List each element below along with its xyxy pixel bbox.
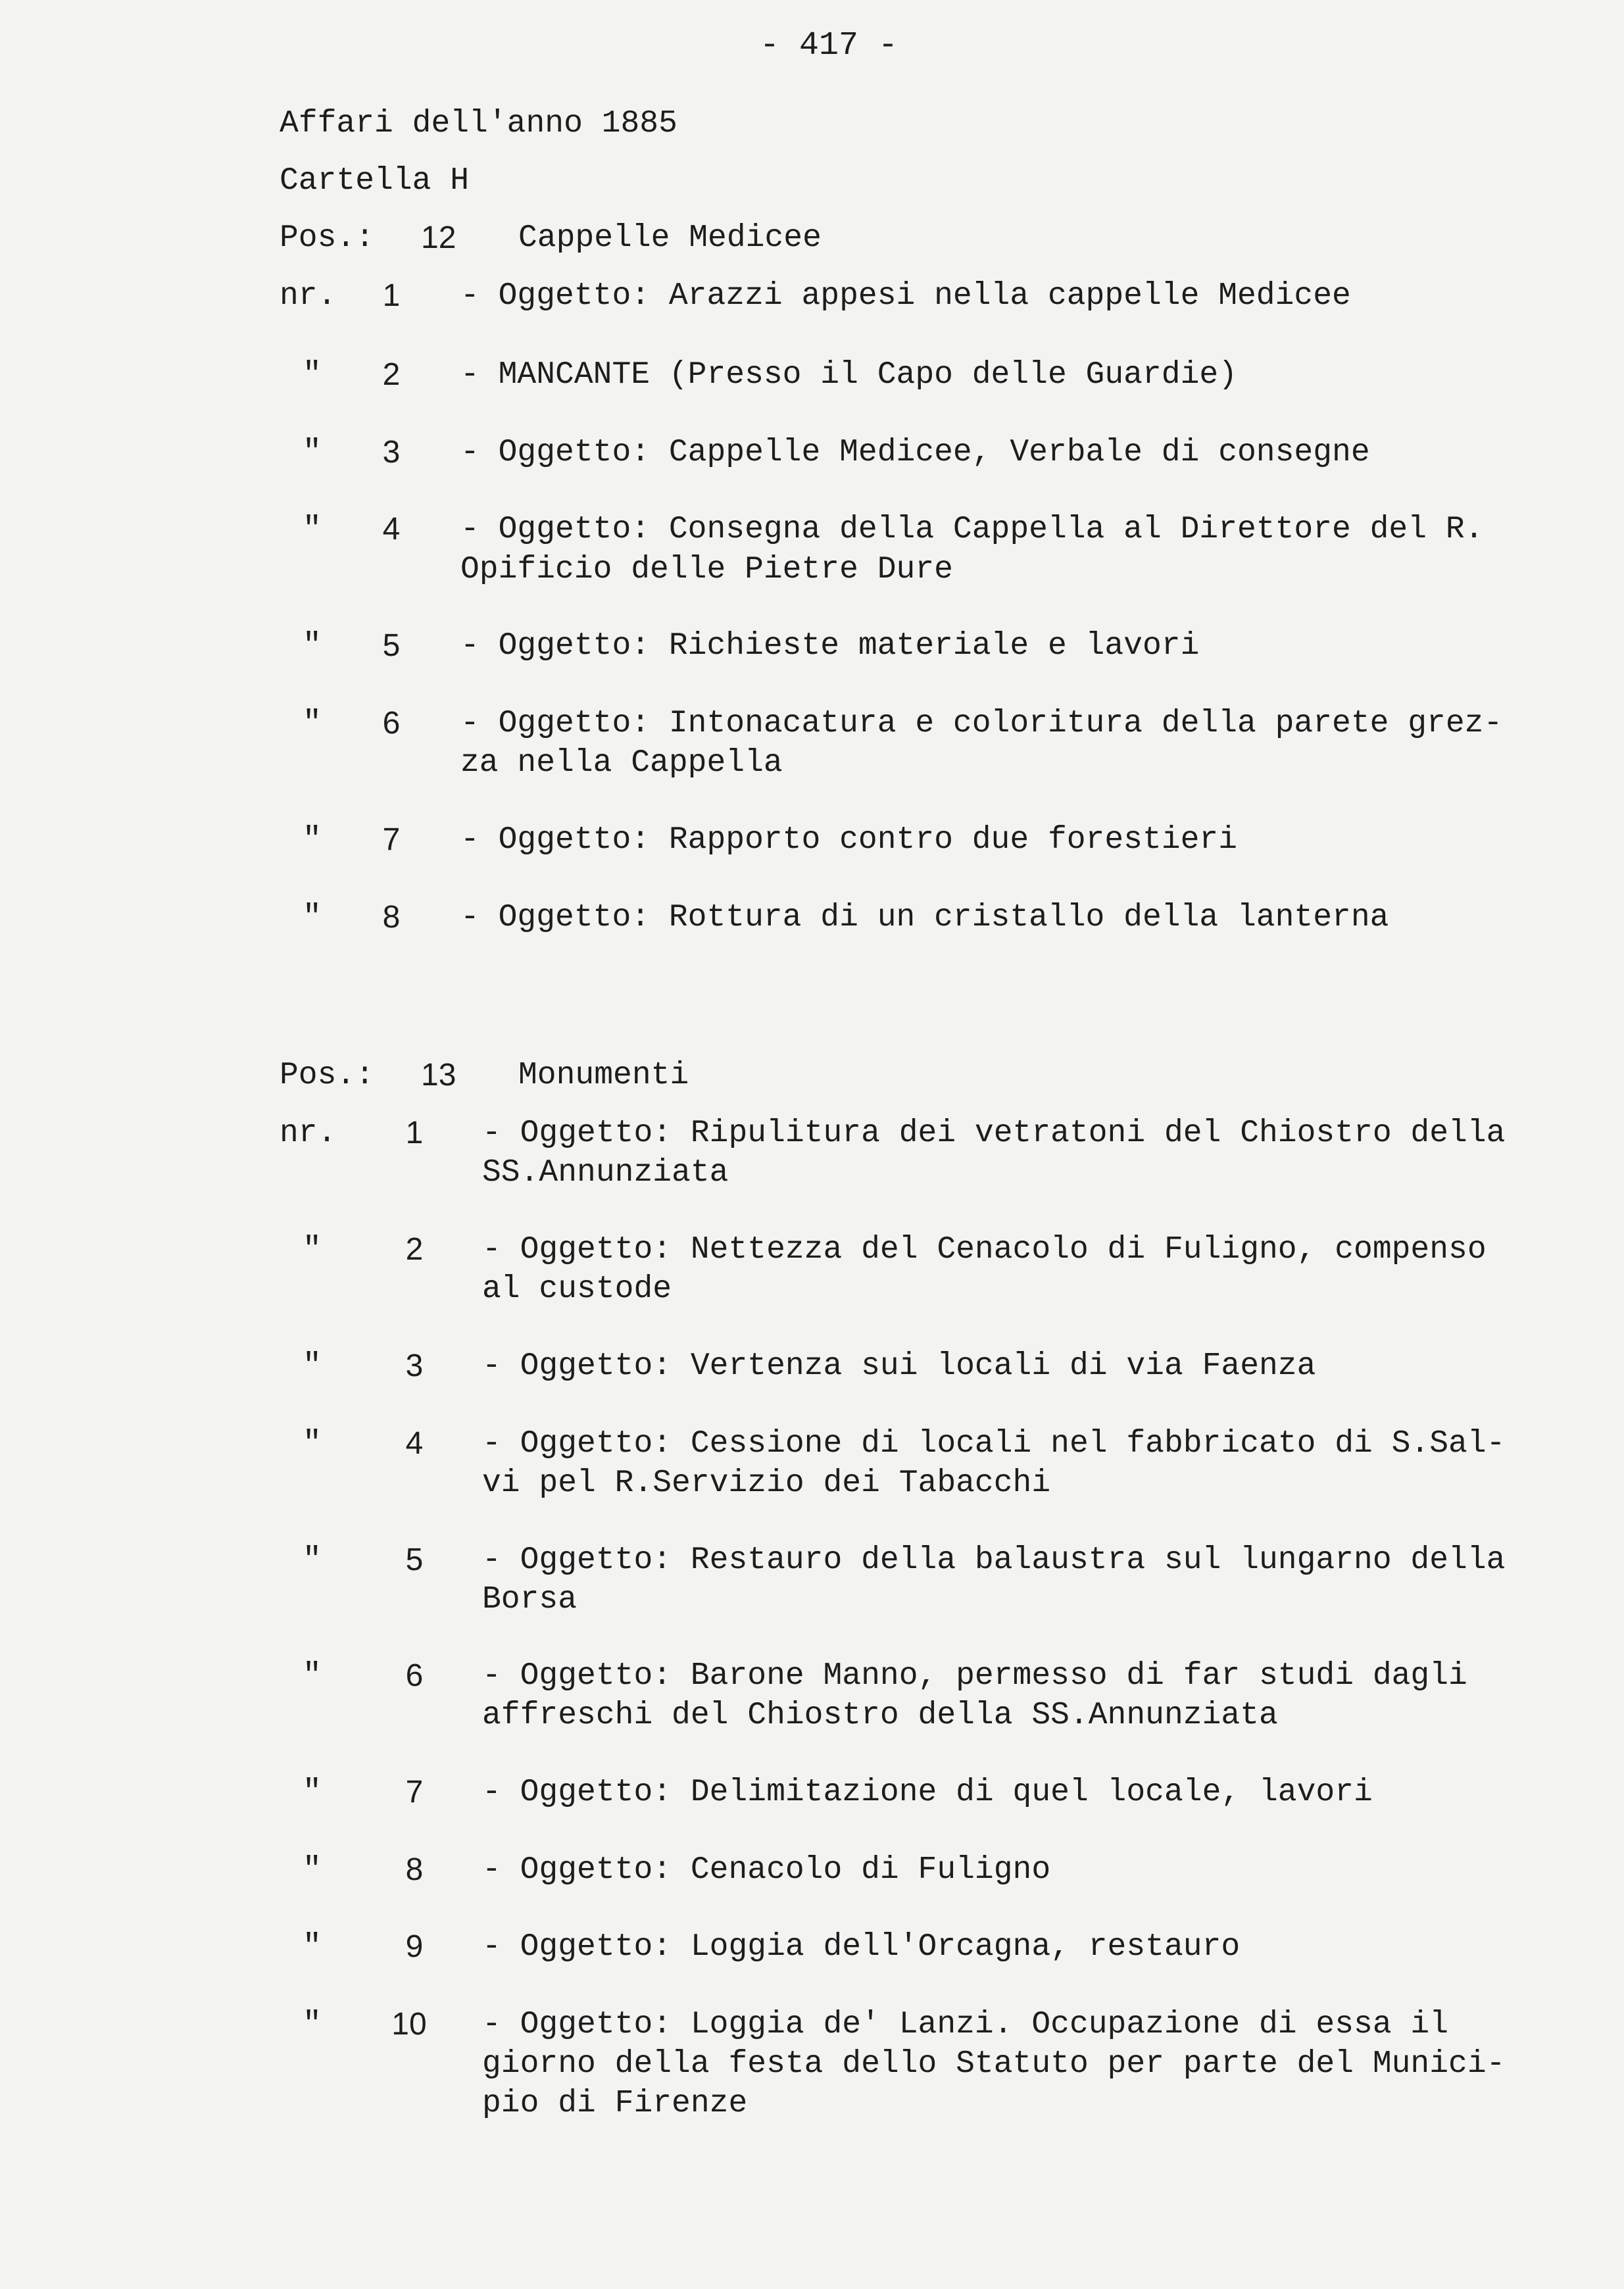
item-text: - MANCANTE (Presso il Capo delle Guardie) bbox=[460, 357, 1237, 393]
item-text-continued: Opificio delle Pietre Dure bbox=[460, 552, 953, 587]
item-text: - Oggetto: Cenacolo di Fuligno bbox=[482, 1852, 1051, 1888]
item-text-continued: affreschi del Chiostro della SS.Annunziata bbox=[482, 1698, 1278, 1733]
item-text: - Oggetto: Vertenza sui locali di via Faenza bbox=[482, 1348, 1316, 1384]
item-text: - Oggetto: Consegna della Cappella al Direttore del R. bbox=[460, 512, 1484, 547]
item-number: 2 bbox=[382, 357, 401, 392]
item-number: 6 bbox=[405, 1658, 424, 1693]
item-text: - Oggetto: Intonacatura e coloritura della parete grez- bbox=[460, 706, 1503, 741]
item-text: - Oggetto: Delimitazione di quel locale, lavori bbox=[482, 1775, 1373, 1810]
item-text-continued: al custode bbox=[482, 1271, 672, 1307]
item-marker: " bbox=[303, 628, 322, 664]
item-number: 4 bbox=[382, 512, 401, 547]
pos-title: Monumenti bbox=[518, 1058, 689, 1093]
item-marker: " bbox=[303, 900, 322, 935]
item-marker: " bbox=[303, 822, 322, 858]
item-marker: " bbox=[303, 1232, 322, 1268]
pos-number: 12 bbox=[421, 220, 456, 255]
item-marker: " bbox=[303, 512, 322, 547]
item-marker: " bbox=[303, 706, 322, 741]
item-text: - Oggetto: Barone Manno, permesso di far studi dagli bbox=[482, 1658, 1467, 1694]
item-text: - Oggetto: Loggia de' Lanzi. Occupazione di essa il bbox=[482, 2007, 1449, 2042]
item-marker: nr. bbox=[280, 1116, 337, 1151]
item-number: 10 bbox=[391, 2007, 427, 2042]
item-number: 2 bbox=[405, 1232, 424, 1267]
item-text: - Oggetto: Richieste materiale e lavori bbox=[460, 628, 1200, 664]
item-marker: " bbox=[303, 1542, 322, 1578]
year-heading: Affari dell'anno 1885 bbox=[280, 106, 677, 141]
item-text: - Oggetto: Restauro della balaustra sul lungarno della bbox=[482, 1542, 1506, 1578]
item-text: - Oggetto: Cessione di locali nel fabbricato di S.Sal- bbox=[482, 1426, 1506, 1462]
item-number: 1 bbox=[405, 1116, 424, 1150]
item-marker: " bbox=[303, 1426, 322, 1462]
item-text-continued: giorno della festa dello Statuto per parte del Munici- bbox=[482, 2046, 1506, 2082]
folder-heading: Cartella H bbox=[280, 163, 470, 199]
item-number: 9 bbox=[405, 1929, 424, 1964]
item-number: 1 bbox=[382, 278, 401, 313]
item-number: 8 bbox=[405, 1852, 424, 1887]
item-marker: " bbox=[303, 1929, 322, 1965]
pos-label: Pos.: bbox=[280, 220, 375, 256]
item-number: 4 bbox=[405, 1426, 424, 1461]
item-text-continued: pio di Firenze bbox=[482, 2086, 748, 2121]
item-text-continued: za nella Cappella bbox=[460, 745, 783, 781]
item-number: 3 bbox=[405, 1348, 424, 1383]
item-text: - Oggetto: Arazzi appesi nella cappelle Medicee bbox=[460, 278, 1351, 314]
item-text: - Oggetto: Nettezza del Cenacolo di Fuligno, compenso bbox=[482, 1232, 1487, 1268]
item-number: 3 bbox=[382, 435, 401, 470]
page-number: - 417 - bbox=[760, 27, 898, 64]
item-text-continued: SS.Annunziata bbox=[482, 1155, 729, 1191]
item-marker: " bbox=[303, 2007, 322, 2042]
item-marker: " bbox=[303, 1852, 322, 1888]
item-marker: nr. bbox=[280, 278, 337, 314]
item-text: - Oggetto: Rottura di un cristallo della lanterna bbox=[460, 900, 1389, 935]
item-text-continued: vi pel R.Servizio dei Tabacchi bbox=[482, 1465, 1051, 1501]
item-text: - Oggetto: Ripulitura dei vetratoni del Chiostro della bbox=[482, 1116, 1506, 1151]
item-marker: " bbox=[303, 435, 322, 470]
item-text: - Oggetto: Rapporto contro due forestieri bbox=[460, 822, 1237, 858]
item-number: 5 bbox=[405, 1542, 424, 1577]
item-number: 5 bbox=[382, 628, 401, 663]
item-number: 8 bbox=[382, 900, 401, 935]
item-number: 7 bbox=[382, 822, 401, 857]
item-marker: " bbox=[303, 1348, 322, 1384]
item-marker: " bbox=[303, 357, 322, 393]
item-marker: " bbox=[303, 1775, 322, 1810]
pos-number: 13 bbox=[421, 1058, 456, 1093]
item-marker: " bbox=[303, 1658, 322, 1694]
item-number: 6 bbox=[382, 706, 401, 741]
item-text: - Oggetto: Loggia dell'Orcagna, restauro bbox=[482, 1929, 1241, 1965]
item-number: 7 bbox=[405, 1775, 424, 1809]
pos-title: Cappelle Medicee bbox=[518, 220, 822, 256]
item-text: - Oggetto: Cappelle Medicee, Verbale di consegne bbox=[460, 435, 1370, 470]
pos-label: Pos.: bbox=[280, 1058, 375, 1093]
item-text-continued: Borsa bbox=[482, 1582, 578, 1617]
